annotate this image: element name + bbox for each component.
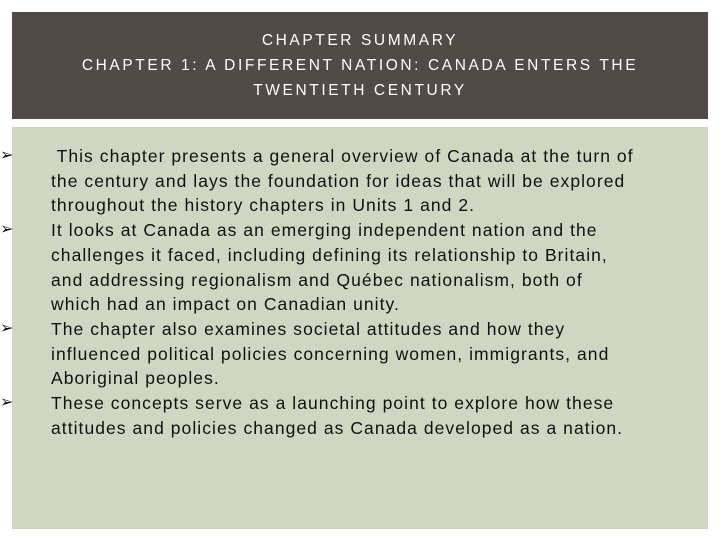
bullet-list <box>0 144 708 440</box>
slide-title: CHAPTER SUMMARY <box>261 32 459 49</box>
bullet-text-line: throughout the history chapters in Units 1 and 2. <box>51 195 476 216</box>
bullet-item <box>0 144 708 218</box>
bullet-text-line: The chapter also examines societal attitudes and how they <box>51 318 566 339</box>
bullet-text-line: This chapter presents a general overview of Canada at the turn of <box>51 146 634 166</box>
bullet-text-line: the century and lays the foundation for ideas that will be explored <box>51 170 626 191</box>
bullet-text-line: attitudes and policies changed as Canada developed as a nation. <box>51 417 624 438</box>
bullet-text-line: which had an impact on Canadian unity. <box>51 294 400 315</box>
bullet-item <box>0 391 708 440</box>
slide-subtitle-line-1: CHAPTER 1: A DIFFERENT NATION: CANADA ENTERS THE <box>81 57 639 74</box>
bullet-text-line: challenges it faced, including defining its relationship to Britain, <box>51 244 608 265</box>
arrow-bullet-icon: ➢ <box>0 319 15 337</box>
bullet-item <box>0 317 708 391</box>
content-panel <box>0 127 708 529</box>
bullet-text-line: and addressing regionalism and Québec nationalism, both of <box>51 269 583 290</box>
slide-title-bar <box>12 12 708 119</box>
arrow-bullet-icon: ➢ <box>0 147 15 164</box>
bullet-text-line: It looks at Canada as an emerging independent nation and the <box>51 220 598 241</box>
bullet-text-line: Aboriginal peoples. <box>51 368 220 389</box>
bullet-text-line: These concepts serve as a launching point to explore how these <box>51 393 615 414</box>
bullet-item <box>0 218 708 317</box>
arrow-bullet-icon: ➢ <box>0 394 15 412</box>
bullet-text-line: influenced political policies concerning women, immigrants, and <box>51 343 610 364</box>
slide-subtitle-line-2: TWENTIETH CENTURY <box>253 82 467 99</box>
arrow-bullet-icon: ➢ <box>0 221 15 239</box>
